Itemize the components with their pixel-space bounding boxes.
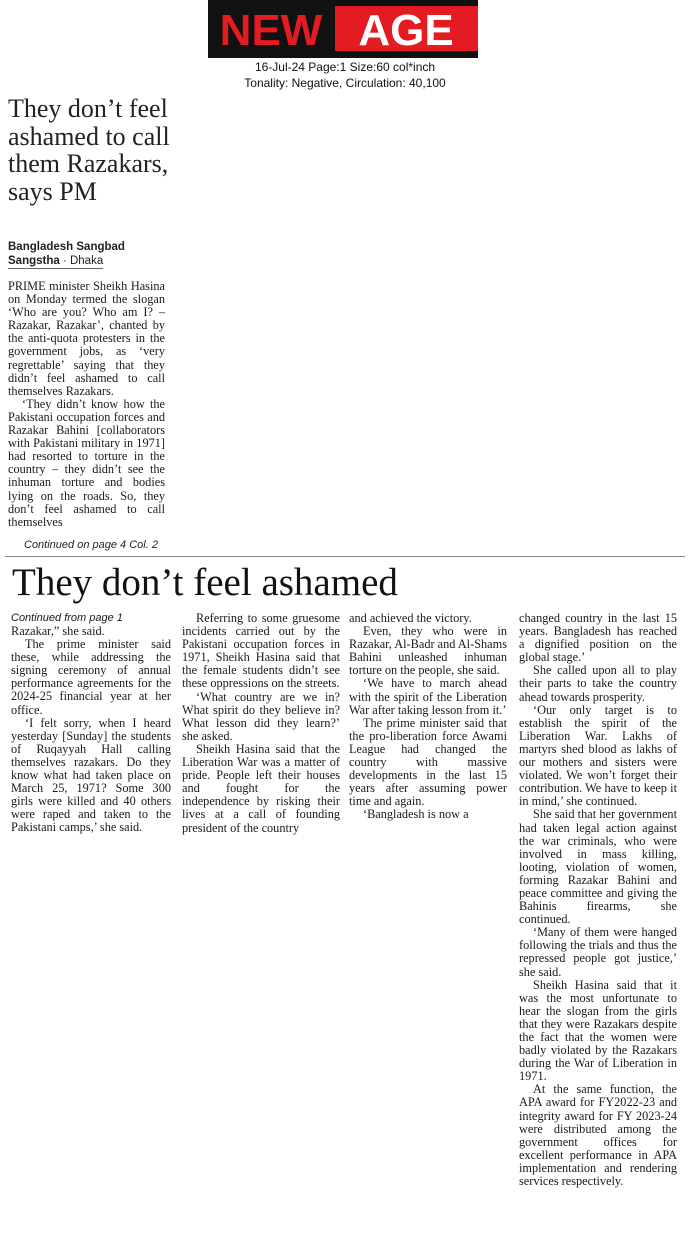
jump-paragraph: She called upon all to play their parts to take the country ahead towards prosperity.: [519, 663, 677, 704]
clip-meta-line1: 16-Jul-24 Page:1 Size:60 col*inch: [254, 60, 436, 74]
jump-paragraph: changed country in the last 15 years. Bangladesh has reached a dignified position on the global stage.’: [519, 611, 677, 665]
jump-paragraph: ‘We have to march ahead with the spirit of the Liberation War after taking lesson from it.’: [349, 676, 507, 717]
jump-paragraph: She said that her government had taken legal action against the war criminals, who were involved in mass killing, looting, violation of women, forming Razakar Bahini and peace committee and giving the Bahinis firearms, she continued.: [519, 807, 677, 927]
front-headline: They don’t feel ashamed to call them Razakars, says PM: [8, 94, 170, 206]
byline-source-line1: Bangladesh Sangbad: [8, 241, 125, 253]
logo-text-new: NEW: [219, 6, 323, 55]
front-paragraph: PRIME minister Sheikh Hasina on Monday termed the slogan ‘Who are you? Who am I? – Razakar, Razakar’, chanted by the anti-quota protesters in the government jobs, as ‘very regrettable’ saying that they didn’t feel ashamed to call themselves Razakars.: [8, 279, 165, 398]
continued-on-note: Continued on page 4 Col. 2: [24, 539, 158, 551]
front-paragraph: ‘They didn’t know how the Pakistani occupation forces and Razakar Bahini [collaborators with Pakistani military in 1971] had resorted to torture in the country – they didn’t see the inhuman torture and bodies lying on the roads. So, they don’t feel ashamed to call themselves: [8, 396, 165, 529]
jump-column-1: [11, 612, 171, 835]
jump-paragraph: Sheikh Hasina said that the Liberation War was a matter of pride. People left their houses and fought for the independence by risking their lives at a call of founding president of the country: [182, 741, 340, 835]
logo-text-age: AGE: [358, 6, 454, 55]
jump-paragraph: The prime minister said these, while addressing the signing ceremony of annual performance agreements for the 2024-25 financial year at her office.: [11, 637, 171, 717]
jump-paragraph: ‘Many of them were hanged following the trials and thus the repressed people got justice,’ she said.: [519, 925, 677, 979]
clip-meta-line2: Tonality: Negative, Circulation: 40,100: [244, 76, 446, 90]
section-divider: [5, 556, 685, 557]
jump-paragraph: At the same function, the APA award for FY2022-23 and integrity award for FY 2023-24 were distributed among the government offices for excellent performance in APA implementation and rendering services respectively.: [519, 1082, 677, 1189]
jump-column-4: [519, 612, 677, 1188]
byline-location: · Dhaka: [59, 255, 104, 267]
jump-paragraph: ‘I felt sorry, when I heard yesterday [Sunday] the students of Ruqayyah Hall calling themselves razakars. Do they know what had taken place on March 25, 1971? Some 300 girls were killed and 40 others were raped and taken to the Pakistani camps,’ she said.: [11, 715, 171, 835]
jump-paragraph: Sheikh Hasina said that it was the most unfortunate to hear the slogan from the girls that they were Razakars despite the fact that the women were badly violated by the Razakars during the War of Liberation in 1971.: [519, 977, 677, 1084]
jump-paragraph: ‘What country are we in? What spirit do they believe in? What lesson did they learn?’ she asked.: [182, 689, 340, 743]
newage-logo: [208, 0, 478, 58]
jump-headline: They don’t feel ashamed: [12, 561, 398, 604]
byline-source-line2: Sangstha: [8, 255, 60, 267]
jump-paragraph: Razakar,” she said.: [11, 624, 105, 638]
jump-column-3: [349, 612, 507, 822]
byline: [8, 240, 178, 268]
continued-from-note: Continued from page 1: [11, 612, 123, 624]
jump-column-2: [182, 612, 340, 835]
jump-paragraph: ‘Our only target is to establish the spirit of the Liberation War. Lakhs of martyrs shed blood as lakhs of our mothers and sisters were violated. We won’t forget their contribution. We have to keep it in mind,’ she continued.: [519, 702, 677, 809]
jump-paragraph: The prime minister said that the pro-liberation force Awami League had changed the country with massive developments in the last 15 years after assuming power time and again.: [349, 715, 507, 809]
jump-paragraph: and achieved the victory.: [349, 611, 472, 625]
front-body: [8, 280, 165, 529]
jump-paragraph: ‘Bangladesh is now a: [363, 807, 469, 822]
byline-rule: [8, 268, 103, 269]
jump-paragraph: Even, they who were in Razakar, Al-Badr and Al-Shams Bahini unleashed inhuman torture on the people, she said.: [349, 624, 507, 678]
jump-paragraph: Referring to some gruesome incidents carried out by the Pakistani occupation forces in 1971, Sheikh Hasina said that the female students didn’t see these oppressions on the streets.: [182, 611, 340, 691]
